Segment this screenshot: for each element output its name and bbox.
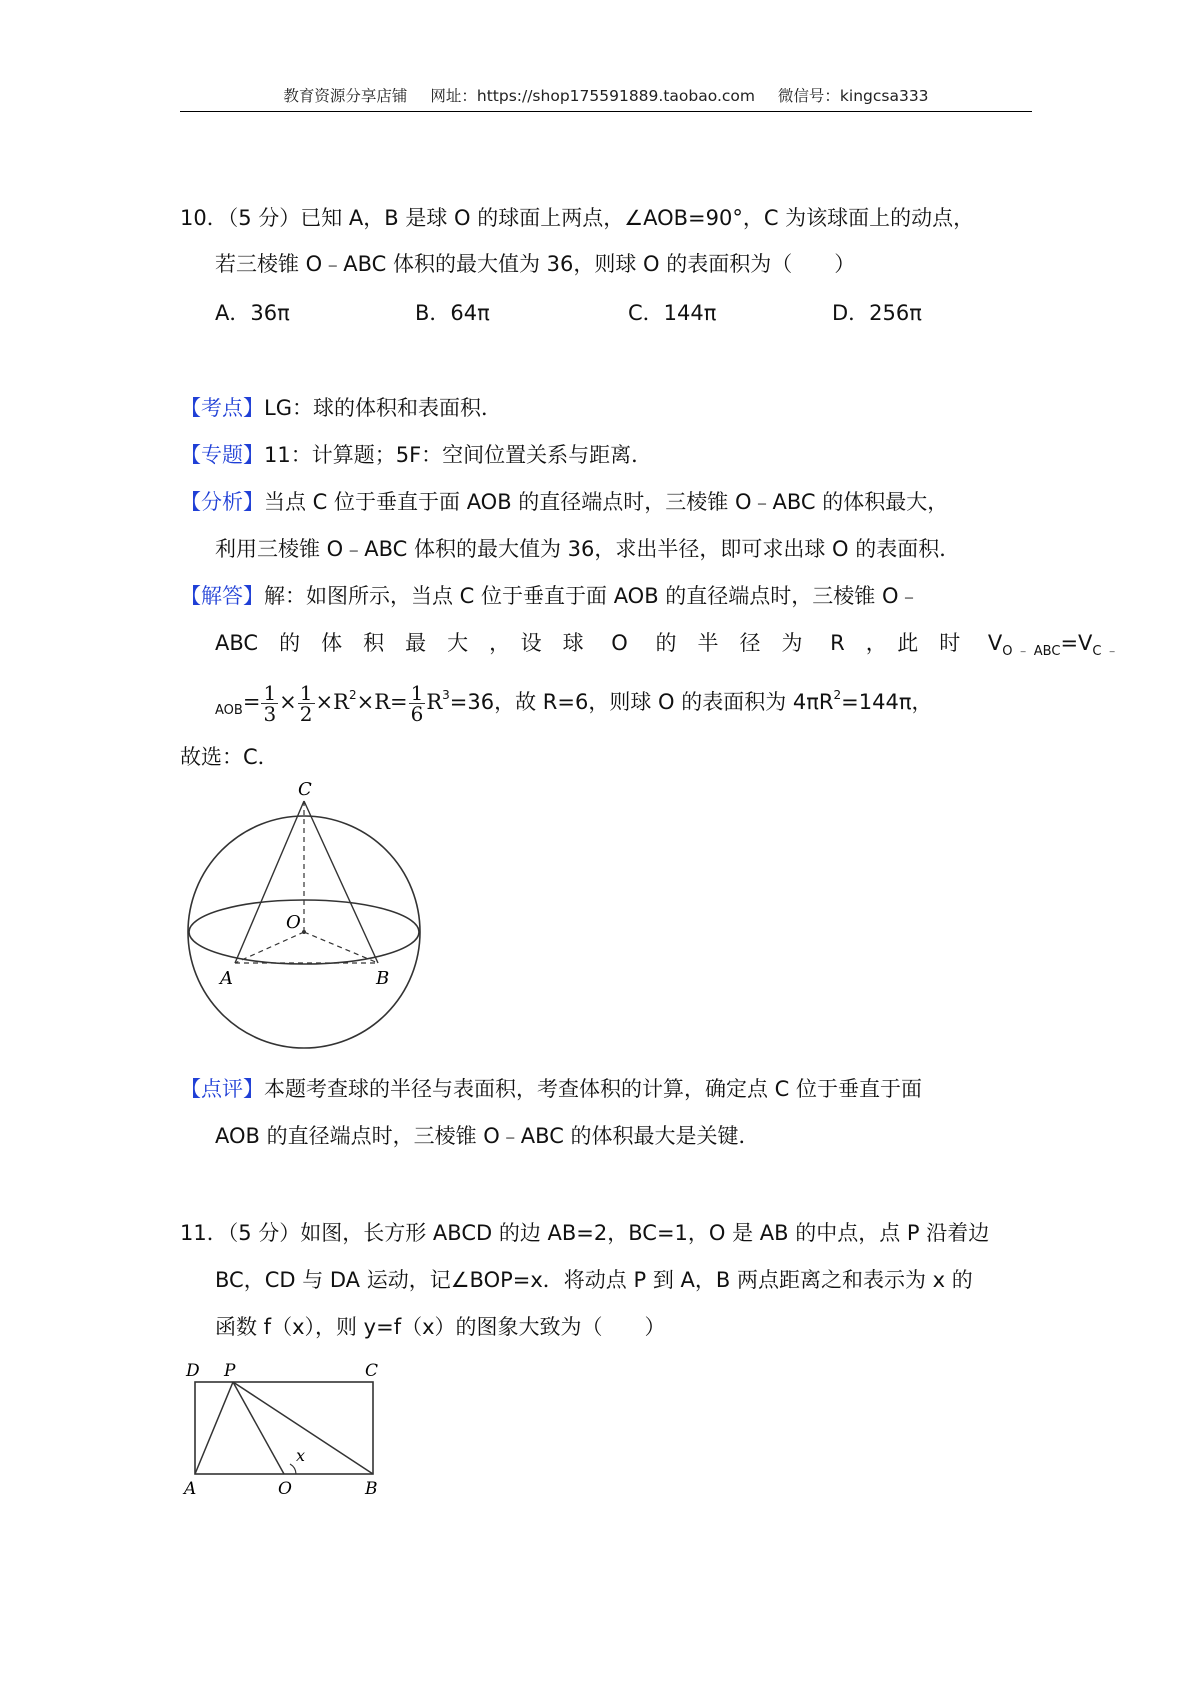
header-shop: 教育资源分享店铺 [283,87,408,105]
header-site: 网址：https://shop175591889.taobao.com [430,87,755,105]
fraction-one-half: $\frac{1}{2}$ [299,680,313,726]
sphere-figure [180,780,430,1060]
jieda-sub1: O ﹣ ABC [1002,644,1061,659]
fenxi-tag: 【分析】 [180,490,264,514]
jieda-text1: 解：如图所示，当点 C 位于垂直于面 AOB 的直径端点时，三棱锥 O﹣ [264,584,920,608]
jieda-sub2: C ﹣ [1092,644,1119,659]
sphere-label-a: A [220,968,233,989]
formula-r-eq: R= [374,690,408,714]
jieda-eq: =V [1060,631,1093,655]
kaodian-tag: 【考点】 [180,396,264,420]
sphere-label-o: O [286,912,301,933]
jieda-line1 [180,581,920,611]
jieda-text2: ABC 的 体 积 最 大 ， 设 球 O 的 半 径 为 R ， 此 时 V [215,631,1003,655]
formula-r-squared: R [333,690,349,714]
fenxi-text1: 当点 C 位于垂直于面 AOB 的直径端点时，三棱锥 O﹣ABC 的体积最大， [264,490,949,514]
q11-line1: 11．（5 分）如图，长方形 ABCD 的边 AB=2，BC=1，O 是 AB 的中点，点 P 沿着边 [180,1221,990,1245]
jieda-line2 [215,628,1119,667]
q10-line1: 10．（5 分）已知 A，B 是球 O 的球面上两点，∠AOB=90°，C 为该球面上的动点， [180,206,975,230]
jieda-line3: $_{AOB}$= $\frac{1}{3}$ × $\frac{1}{2}$ $\times R^2\times R=$ $\frac{1}{6}$ $R^3=36$，故 R=6，则球 O 的表面积为 $4\pi R^2=144\pi$， [215,680,933,726]
header-wechat: 微信号：kingcsa333 [777,87,929,105]
q10-option-c: C．144π [628,301,717,325]
fraction-one-sixth: $\frac{1}{6}$ [410,680,424,726]
jieda3-end: =144π， [841,690,933,714]
rect-label-p: P [224,1361,236,1381]
dianping-tag: 【点评】 [180,1077,264,1101]
kaodian-text: LG：球的体积和表面积． [264,396,502,420]
fenxi-line1 [180,487,948,517]
fenxi-line2: 利用三棱锥 O﹣ABC 体积的最大值为 36，求出半径，即可求出球 O 的表面积． [215,537,961,561]
rect-label-x: x [296,1446,306,1465]
q10-option-b: B．64π [415,301,490,325]
q10-option-d: D．256π [832,301,922,325]
q11-line3: 函数 f（x），则 y=f（x）的图象大致为（ ） [215,1315,666,1339]
rect-label-a: A [184,1479,197,1499]
q10-option-a: A．36π [215,301,290,325]
rect-label-d: D [186,1361,200,1381]
rectangle-figure [180,1358,390,1500]
rect-label-c: C [365,1361,379,1381]
jieda3-sub: AOB [215,703,243,718]
zhuanti-tag: 【专题】 [180,443,264,467]
fraction-one-third: $\frac{1}{3}$ [263,680,277,726]
header-divider [180,111,1032,112]
dianping-text1: 本题考查球的半径与表面积，考查体积的计算，确定点 C 位于垂直于面 [264,1077,923,1101]
dianping-line2: AOB 的直径端点时，三棱锥 O﹣ABC 的体积最大是关键． [215,1124,760,1148]
formula-r-cubed: R [426,690,443,714]
rect-label-b: B [365,1479,378,1499]
zhuanti-line [180,440,652,470]
kaodian-line [180,393,502,423]
rect-label-o: O [278,1479,292,1499]
q10-line2: 若三棱锥 O﹣ABC 体积的最大值为 36，则球 O 的表面积为（ ） [215,252,856,276]
sphere-label-b: B [376,968,390,989]
jieda-tag: 【解答】 [180,584,264,608]
page-header [180,84,1032,112]
dianping-line1 [180,1074,922,1104]
zhuanti-text: 11：计算题；5F：空间位置关系与距离． [264,443,653,467]
sphere-label-c: C [298,780,312,800]
jieda3-after: =36，故 R=6，则球 O 的表面积为 4πR [449,690,834,714]
q11-line2: BC，CD 与 DA 运动，记∠BOP=x．将动点 P 到 A，B 两点距离之和表示为 x 的 [215,1268,973,1292]
guxuan-line: 故选：C． [180,745,279,769]
